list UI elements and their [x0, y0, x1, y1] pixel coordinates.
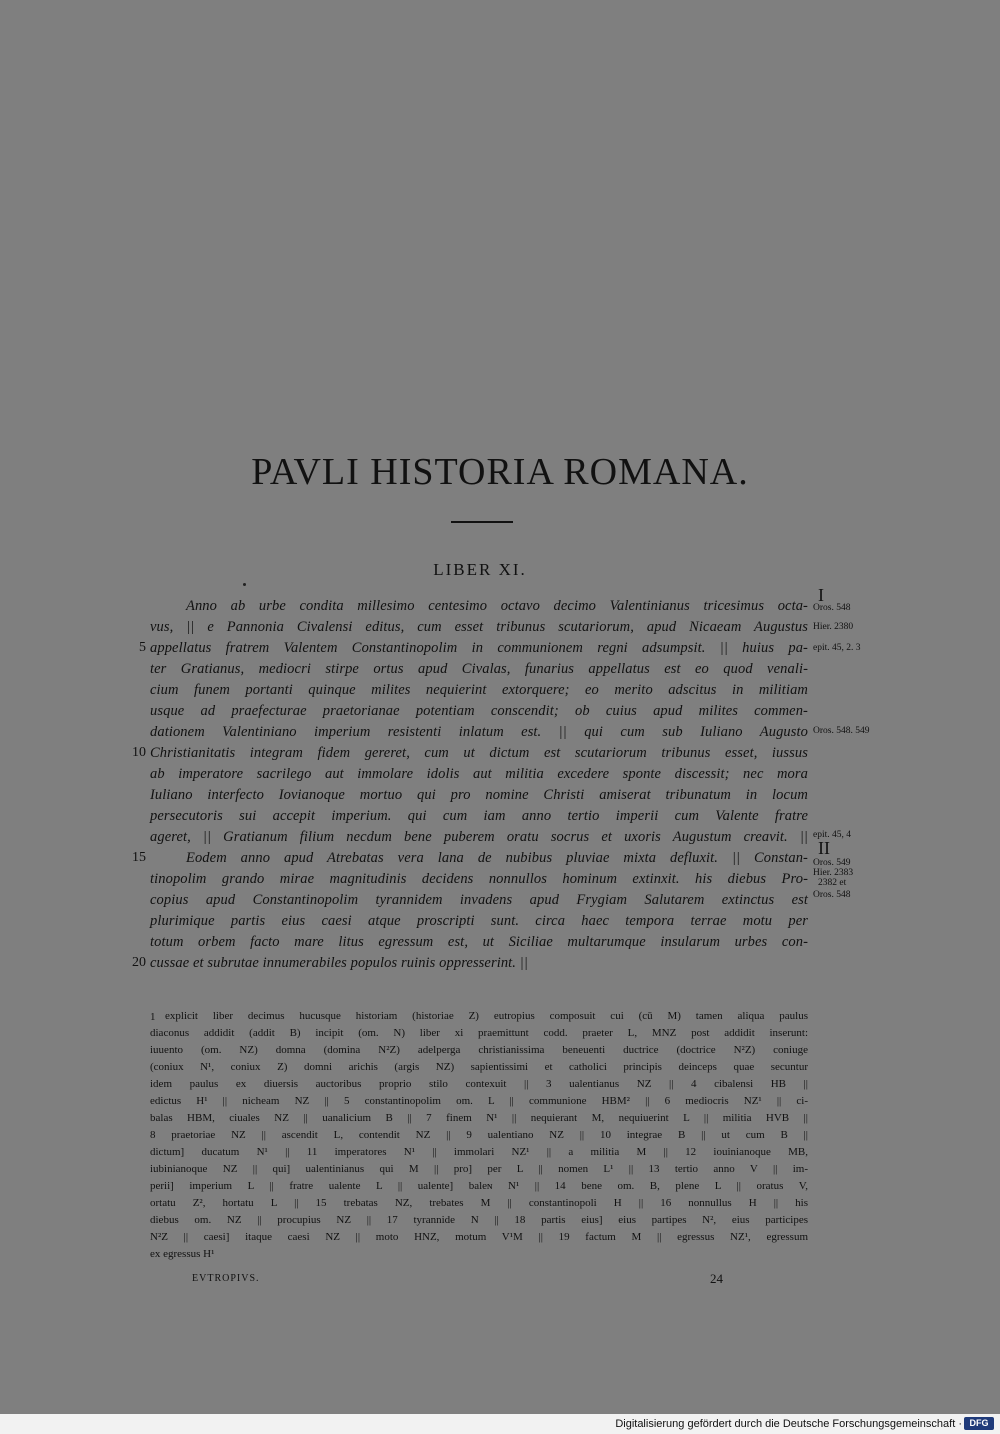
text-line: usque ad praefecturae praetorianae potentiam conscendit; ob cuius apud milites commen- — [150, 703, 808, 719]
text-line: ageret, || Gratianum filium necdum bene puberem oratu socrus et uxoris Augustum creavit. || — [150, 829, 808, 845]
text-line: Anno ab urbe condita millesimo centesimo octavo decimo Valentinianus tricesimus octa- — [186, 598, 808, 614]
text-line: Iuliano interfecto Iovianoque mortuo qui pro nomine Christi amiserat tribunatum in locum — [150, 787, 808, 803]
footnote-line: (coniux N¹, coniux Z) domni arichis (argis NZ) sapientissimi et catholici principis deinceps quae secuntur — [150, 1061, 808, 1073]
text-line: cium funem portanti quinque milites nequierint extorquere; eo merito adscitus in militiam — [150, 682, 808, 698]
text-line: plurimique partis eius caesi atque proscripti sunt. circa haec tempora terrae motu per — [150, 913, 808, 929]
text-line: totum orbem facto mare litus egressum est, ut Siciliae multarumque insularum urbes con- — [150, 934, 808, 950]
margin-note: epit. 45, 4 — [813, 830, 851, 840]
text-line: persecutoris sui accepit imperium. qui cum iam anno tertio imperii cum Valente fratre — [150, 808, 808, 824]
footnote-number: 1 — [150, 1011, 156, 1023]
margin-note: Oros. 548 — [813, 890, 851, 900]
footnote-line: ex egressus H¹ — [150, 1248, 215, 1260]
text-line: Christianitatis integram fidem gereret, cum ut dictum est scutariorum tribunus esset, iussus — [150, 745, 808, 761]
footnote-line: diebus om. NZ || procupius NZ || 17 tyrannide N || 18 partis eius] eius partipes N², eius participes — [150, 1214, 808, 1226]
text-line: dationem Valentiniano imperium resistenti inlatum est. || qui cum sub Iuliano Augusto — [150, 724, 808, 740]
line-number: 5 — [139, 640, 146, 655]
margin-note: epit. 45, 2. 3 — [813, 643, 861, 653]
text-line: cussae et subrutae innumerabiles populos ruinis oppresserint. || — [150, 955, 528, 971]
margin-note: Oros. 549 — [813, 858, 851, 868]
footnote-line: explicit liber decimus hucusque historiam (historiae Z) eutropius composuit cui (cū M) tamen aliqua paulus — [165, 1010, 808, 1022]
line-number: 15 — [132, 850, 146, 865]
line-number: 10 — [132, 745, 146, 760]
margin-note: Oros. 548 — [813, 603, 851, 613]
footnote-line: N²Z || caesi] itaque caesi NZ || moto HNZ, motum V¹M || 19 factum M || egressus NZ¹, egressum — [150, 1231, 808, 1243]
page-title: PAVLI HISTORIA ROMANA. — [251, 451, 749, 493]
ink-dot — [243, 583, 246, 586]
margin-note: Oros. 548. 549 — [813, 726, 870, 736]
text-line: Eodem anno apud Atrebatas vera lana de nubibus pluviae mixta defluxit. || Constan- — [186, 850, 808, 866]
text-line: tinopolim grando mirae magnitudinis decidens nonnullos hominum extinxit. his diebus Pro- — [150, 871, 808, 887]
footnote-line: balas HBM, ciuales NZ || uanalicium B || 7 finem N¹ || nequierant M, nequiuerint L || militia HVB || — [150, 1112, 808, 1124]
footnote-line: ortatu Z², hortatu L || 15 trebatas NZ, trebates M || constantinopoli H || 16 nonnullus H || his — [150, 1197, 808, 1209]
footnote-line: edictus H¹ || nicheam NZ || 5 constantinopolim om. L || communione HBM² || 6 mediocris NZ¹ || ci- — [150, 1095, 808, 1107]
chapter-mark: II — [818, 838, 830, 858]
footnote-line: 8 praetoriae NZ || ascendit L, contendit NZ || 9 ualentiano NZ || 10 integrae B || ut cum B || — [150, 1129, 808, 1141]
chapter-mark: I — [818, 585, 824, 605]
footnote-line: perii] imperium L || fratre ualente L || ualente] baleɴ N¹ || 14 bene om. B, plene L || oratus V, — [150, 1180, 808, 1192]
title-rule — [451, 521, 513, 523]
margin-note: Hier. 2383 — [813, 868, 854, 878]
footnote-line: dictum] ducatum N¹ || 11 imperatores N¹ || immolari NZ¹ || a militia M || 12 iouinianoque MB, — [150, 1146, 808, 1158]
margin-note: Hier. 2380 — [813, 622, 854, 632]
running-author: EVTROPIVS. — [192, 1273, 260, 1284]
text-line: vus, || e Pannonia Civalensi editus, cum esset tribunus scutariorum, apud Nicaeam Augustus — [150, 619, 808, 635]
footnote-line: iuuento (om. NZ) domna (domina N²Z) adelperga christianissima beneuenti ductrice (doctrice N²Z) coniuge — [150, 1044, 808, 1056]
line-number: 20 — [132, 955, 146, 970]
text-line: ab imperatore sacrilego aut immolare idolis aut militia excedere sponte discessit; nec mora — [150, 766, 808, 782]
text-line: copius apud Constantinopolim tyrannidem invadens apud Frygiam Salutarem extinctus est — [150, 892, 808, 908]
book-heading: LIBER XI. — [433, 560, 527, 579]
text-line: ter Gratianus, mediocri stirpe ortus apud Civalas, funarius appellatus est eo quod venali- — [150, 661, 808, 677]
dfg-logo: DFG — [964, 1417, 994, 1430]
margin-note: 2382 et — [818, 878, 847, 888]
text-line: appellatus fratrem Valentem Constantinopolim in communionem regni adsumpsit. || huius pa- — [150, 640, 808, 656]
page-number: 24 — [710, 1271, 723, 1286]
dfg-credit-text: Digitalisierung gefördert durch die Deutsche Forschungsgemeinschaft · — [615, 1418, 962, 1430]
footnote-line: diaconus addidit (addit B) incipit (om. N) liber xi praemittunt codd. praeter L, MNZ post addidit inserunt: — [150, 1027, 808, 1039]
footnote-line: idem paulus ex diuersis auctoribus proprio stilo contexuit || 3 ualentianus NZ || 4 cibalensi HB || — [150, 1078, 808, 1090]
footnote-line: iubinianoque NZ || qui] ualentinianus qui M || pro] per L || nomen L¹ || 13 tertio anno V || im- — [150, 1163, 808, 1175]
